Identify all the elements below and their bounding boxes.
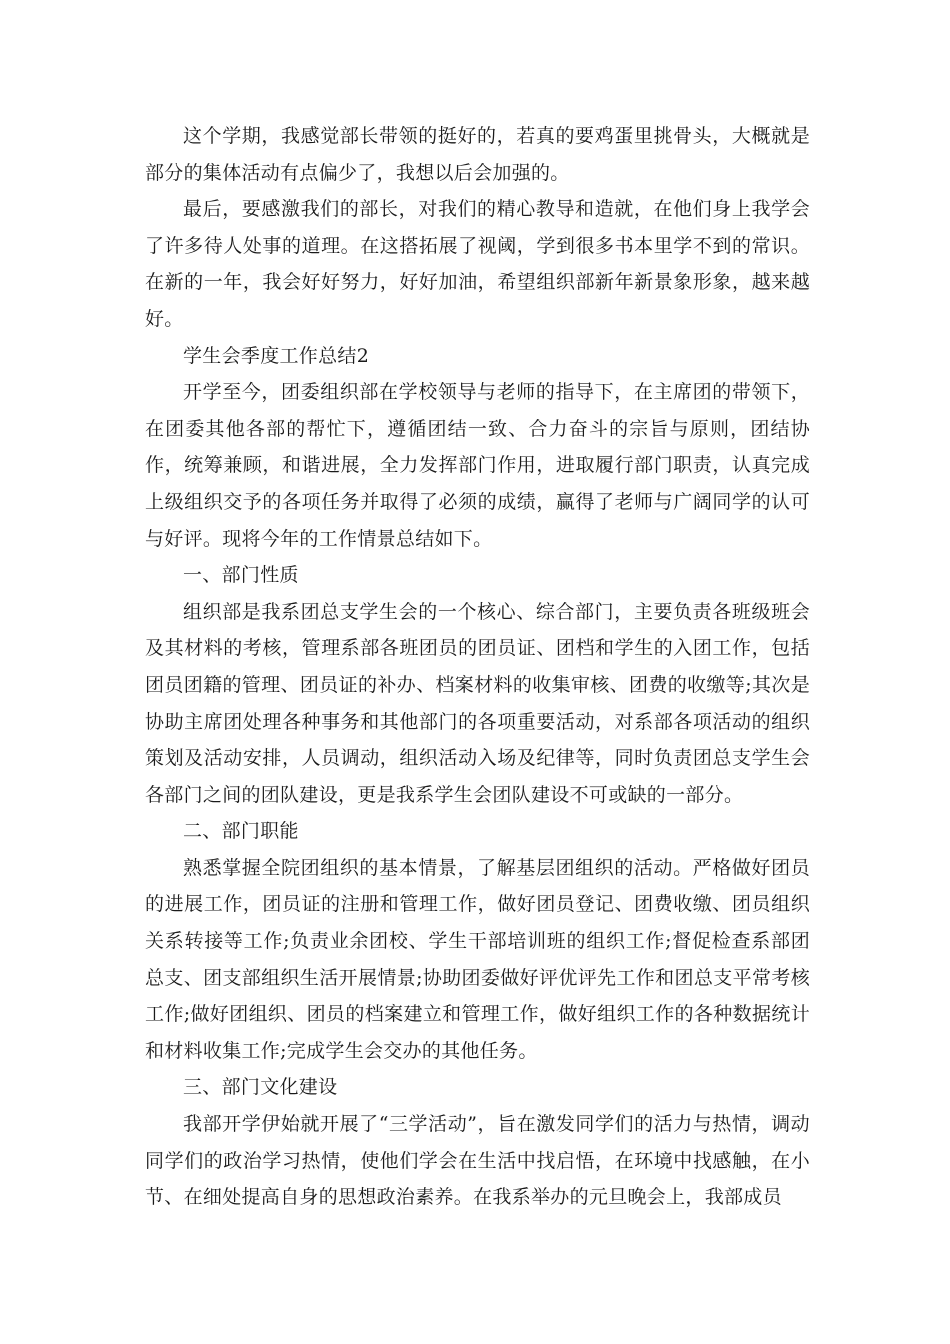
section-heading: 一、部门性质 <box>183 564 299 587</box>
paragraph: 开学至今，团委组织部在学校领导与老师的指导下，在主席团的带领下，在团委其他各部的帮忙下，遵循团结一致、合力奋斗的宗旨与原则，团结协作，统筹兼顾，和谐进展，全力发挥部门作用，进取履行部门职责，认真完成上级组织交予的各项任务并取得了必须的成绩，赢得了老师与广阔同学的认可与好评。现将今年的工作情景总结如下。 <box>145 381 810 550</box>
section-heading: 三、部门文化建设 <box>183 1076 338 1099</box>
paragraph: 熟悉掌握全院团组织的基本情景，了解基层团组织的活动。严格做好团员的进展工作，团员证的注册和管理工作，做好团员登记、团费收缴、团员组织关系转接等工作;负责业余团校、学生干部培训班的组织工作;督促检查系部团总支、团支部组织生活开展情景;协助团委做好评优评先工作和团总支平常考核工作;做好团组织、团员的档案建立和管理工作，做好组织工作的各种数据统计和材料收集工作;完成学生会交办的其他任务。 <box>145 856 810 1062</box>
document-body <box>145 118 810 1216</box>
section-title: 学生会季度工作总结2 <box>183 344 370 367</box>
paragraph: 这个学期，我感觉部长带领的挺好的，若真的要鸡蛋里挑骨头，大概就是部分的集体活动有点偏少了，我想以后会加强的。 <box>145 125 810 184</box>
section-heading: 二、部门职能 <box>183 820 299 843</box>
paragraph: 组织部是我系团总支学生会的一个核心、综合部门，主要负责各班级班会及其材料的考核，管理系部各班团员的团员证、团档和学生的入团工作，包括团员团籍的管理、团员证的补办、档案材料的收集审核、团费的收缴等;其次是协助主席团处理各种事务和其他部门的各项重要活动，对系部各项活动的组织策划及活动安排，人员调动，组织活动入场及纪律等，同时负责团总支学生会各部门之间的团队建设，更是我系学生会团队建设不可或缺的一部分。 <box>145 600 810 806</box>
paragraph: 最后，要感激我们的部长，对我们的精心教导和造就，在他们身上我学会了许多待人处事的道理。在这搭拓展了视阈，学到很多书本里学不到的常识。在新的一年，我会好好努力，好好加油，希望组织部新年新景象形象，越来越好。 <box>145 198 810 330</box>
paragraph: 我部开学伊始就开展了“三学活动”，旨在激发同学们的活力与热情，调动同学们的政治学习热情，使他们学会在生活中找启悟，在环境中找感触，在小节、在细处提高自身的思想政治素养。在我系举办的元旦晚会上，我部成员 <box>145 1113 810 1209</box>
